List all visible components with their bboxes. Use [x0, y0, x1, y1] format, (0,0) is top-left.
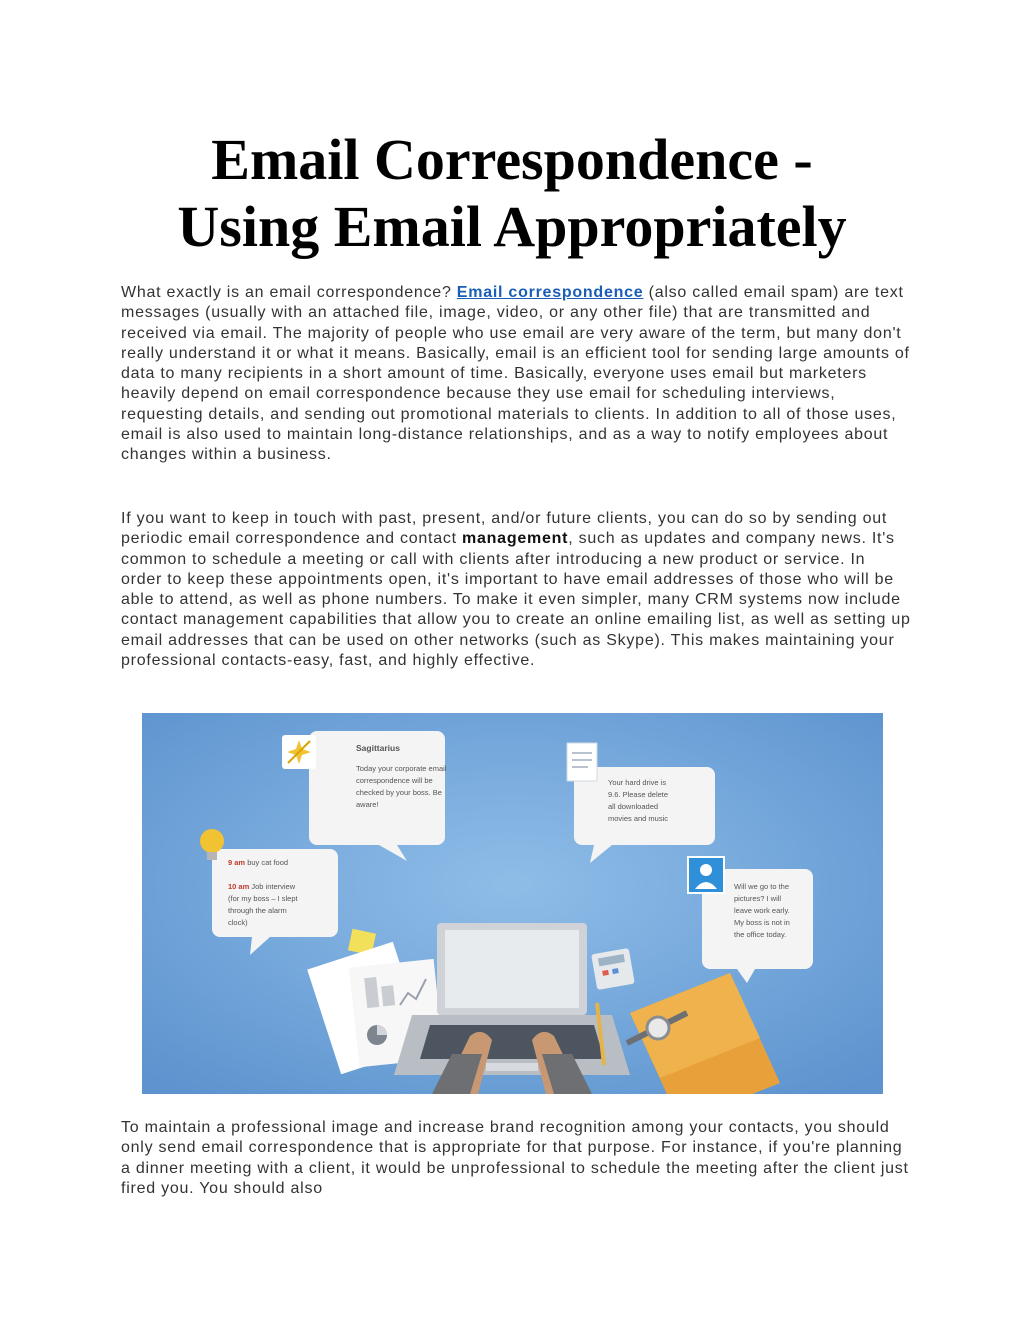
email-correspondence-link[interactable]: Email correspondence — [456, 284, 644, 301]
email-illustration — [142, 713, 883, 1094]
title-line-1: Email Correspondence - — [211, 127, 813, 192]
horoscope-text: Today your corporate email correspondence will be checked by your boss. Be aware! — [356, 764, 447, 809]
horoscope-title: Sagittarius — [356, 743, 400, 753]
paragraph-2 — [121, 509, 911, 671]
paragraph-1-body: (also called email spam) are text messages (usually with an attached file, image, video, or any other file) that are transmitted and received via email. The majority of people who use email are very aware of the term, but many don't really understand it or what it means. Basically, email is an efficient tool for sending large amounts of data to many recipients in a short amount of time. Basically, everyone uses email but marketers heavily depend on email correspondence because they use email for scheduling interviews, requesting details, and sending out promotional materials to clients. In addition to all of those uses, email is also used to maintain long-distance relationships, and as a way to notify employees about changes within a business. — [121, 284, 910, 464]
user-avatar-icon — [688, 857, 724, 893]
document-icon — [567, 743, 597, 781]
star-compass-icon — [282, 735, 316, 769]
paragraph-2-intro: If you want to keep in touch with past, present, and/or future clients, you can do so by sending out periodic email correspondence and contact — [121, 510, 888, 548]
title-line-2: Using Email Appropriately — [177, 194, 847, 259]
message-text: Will we go to the pictures? I will leave work early. My boss is not in the office today. — [734, 882, 790, 939]
page-title — [0, 126, 1024, 260]
management-bold-text: management — [462, 530, 569, 548]
paragraph-3: To maintain a professional image and increase brand recognition among your contacts, you should only send email correspondence that is appropriate for that purpose. For instance, if you're planning a dinner meeting with a client, it would be unprofessional to schedule the meeting after the client just fired you. You should also — [121, 1119, 909, 1197]
schedule-text: 9 am buy cat food 10 am Job interview (for my boss – I slept through the alarm clock) — [228, 858, 298, 927]
calculator-icon — [591, 948, 635, 990]
paragraph-2-body: , such as updates and company news. It's common to schedule a meeting or call with clients after introducing a new product or service. In order to keep these appointments open, it's important to have email addresses of those who will be able to attend, as well as phone numbers. To make it even simpler, many CRM systems now include contact management capabilities that allow you to create an online emailing list, as well as setting up email addresses that can be used on other networks (such as Skype). This makes maintaining your professional contacts-easy, fast, and highly effective. — [121, 530, 911, 670]
paragraph-1 — [121, 283, 911, 466]
horoscope-bubble — [309, 731, 449, 861]
paragraph-1-intro: What exactly is an email correspondence? — [121, 284, 457, 301]
hard-drive-text: Your hard drive is 9.6. Please delete all downloaded movies and music — [608, 778, 669, 823]
